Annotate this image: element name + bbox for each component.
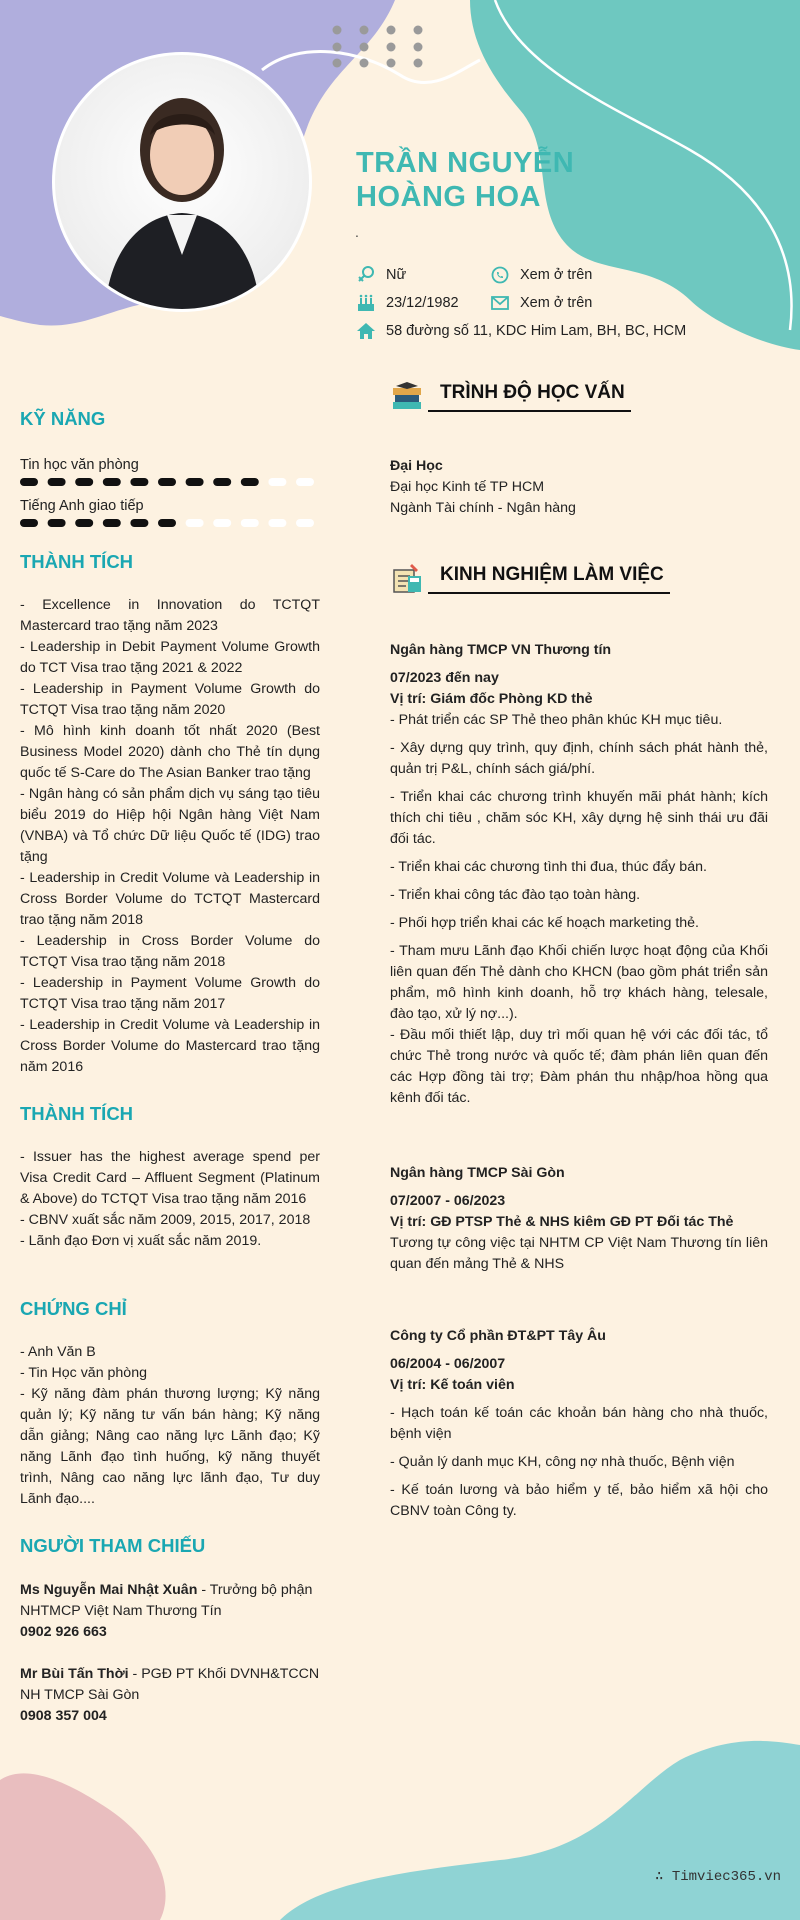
skill-bar-segment — [241, 478, 259, 486]
certificate-item: - Tin Học văn phòng — [20, 1365, 147, 1381]
watermark-text: Timviec365.vn — [671, 1869, 782, 1885]
achievements-heading: THÀNH TÍCH — [20, 551, 134, 572]
name-line-2: HOÀNG HOA — [356, 181, 541, 213]
achievement-item: - Lãnh đạo Đơn vị xuất sắc năm 2019. — [20, 1233, 262, 1249]
education-heading: TRÌNH ĐỘ HỌC VẤN — [428, 382, 631, 412]
skill-bar-english — [20, 519, 320, 527]
job-duty: - Kế toán lương và bảo hiểm y tế, bảo hiểm xã hội cho CBNV toàn Công ty. — [390, 1482, 768, 1519]
phone-info — [490, 265, 592, 285]
experience-section-header — [390, 562, 670, 596]
job-period: 07/2023 đến nay — [390, 670, 499, 686]
achievement-item: - Leadership in Credit Volume và Leadership in Cross Border Volume do Mastercard trao tặng năm 2016 — [20, 1017, 320, 1075]
skill-bar-segment — [48, 478, 66, 486]
reference-title: - PGĐ PT Khối DVNH&TCCN — [128, 1666, 320, 1682]
job-position: Vị trí: Kế toán viên — [390, 1377, 515, 1393]
reference-org: NH TMCP Sài Gòn — [20, 1687, 140, 1703]
job-duty: - Triển khai công tác đào tạo toàn hàng. — [390, 887, 641, 903]
skill-bar-segment — [158, 519, 176, 527]
email-value: Xem ở trên — [520, 295, 593, 311]
gender-value: Nữ — [386, 267, 407, 283]
gender-icon — [356, 265, 376, 285]
job-2 — [390, 1163, 768, 1275]
skill-bar-segment — [241, 519, 259, 527]
reference-name: Mr Bùi Tấn Thời — [20, 1666, 129, 1682]
skill-bar-segment — [213, 478, 231, 486]
skill-bar-segment — [213, 519, 231, 527]
person-silhouette-icon — [55, 55, 309, 309]
birthday-value: 23/12/1982 — [386, 295, 459, 311]
skill-bar-segment — [158, 478, 176, 486]
education-major: Ngành Tài chính - Ngân hàng — [390, 500, 576, 516]
job-duty: - Tham mưu Lãnh đạo Khối chiến lược hoạt động của Khối liên quan đến Thẻ dành cho KHCN (bao gồm phát triển sản phẩm, mô hình kinh doanh, hỗ trợ khách hàng, telesale, đào tạo, xử lý nợ...). — [390, 943, 768, 1022]
achievement-item: - CBNV xuất sắc năm 2009, 2015, 2017, 2018 — [20, 1212, 311, 1228]
experience-heading: KINH NGHIỆM LÀM VIỆC — [428, 564, 670, 594]
skill-bar-segment — [20, 478, 38, 486]
skill-label-office: Tin học văn phòng — [20, 457, 139, 473]
certificates-list — [20, 1342, 320, 1510]
achievement-item: - Mô hình kinh doanh tốt nhất 2020 (Best Business Model 2020) dành cho Thẻ tín dụng quốc tế S-Care do The Asian Banker trao tặng — [20, 723, 320, 781]
job-duty: - Quản lý danh mục KH, công nợ nhà thuốc, Bệnh viện — [390, 1454, 735, 1470]
teal-blob-bottom — [280, 1741, 800, 1920]
job-company: Công ty Cổ phần ĐT&PT Tây Âu — [390, 1328, 606, 1344]
reference-org: NHTMCP Việt Nam Thương Tín — [20, 1603, 222, 1619]
home-icon — [356, 321, 376, 341]
certificate-item: - Anh Văn B — [20, 1344, 96, 1360]
skill-label-english: Tiếng Anh giao tiếp — [20, 498, 144, 514]
education-details — [390, 456, 768, 519]
achievement-item: - Leadership in Payment Volume Growth do TCTQT Visa trao tặng năm 2020 — [20, 681, 320, 718]
email-icon — [490, 293, 510, 313]
skill-bar-segment — [186, 519, 204, 527]
skill-bar-segment — [103, 478, 121, 486]
pink-blob-bottom-left — [0, 1773, 166, 1920]
skill-bar-segment — [268, 478, 286, 486]
candidate-name — [356, 146, 676, 214]
achievement-item: - Leadership in Debit Payment Volume Growth do TCT Visa trao tặng 2021 & 2022 — [20, 639, 320, 676]
job-3 — [390, 1326, 768, 1522]
achievements2-heading: THÀNH TÍCH — [20, 1103, 134, 1124]
skill-bar-segment — [103, 519, 121, 527]
skills-heading: KỸ NĂNG — [20, 408, 106, 429]
skill-bar-segment — [75, 519, 93, 527]
achievement-item: - Leadership in Credit Volume và Leadership in Cross Border Volume do TCTQT Mastercard trao tặng năm 2018 — [20, 870, 320, 928]
address-value: 58 đường số 11, KDC Him Lam, BH, BC, HCM — [386, 323, 687, 339]
achievements2-list — [20, 1147, 320, 1252]
skill-bar-segment — [268, 519, 286, 527]
job-position: Vị trí: Giám đốc Phòng KD thẻ — [390, 691, 593, 707]
references-heading: NGƯỜI THAM CHIẾU — [20, 1535, 206, 1556]
job-period: 07/2007 - 06/2023 — [390, 1193, 506, 1209]
job-duty: - Hạch toán kế toán các khoản bán hàng cho nhà thuốc, bệnh viện — [390, 1405, 768, 1442]
job-duty: Tương tự công việc tại NHTM CP Việt Nam Thương tín liên quan đến mảng Thẻ & NHS — [390, 1235, 768, 1272]
skill-bar-office — [20, 478, 320, 486]
job-duty: - Phối hợp triển khai các kế hoạch marketing thẻ. — [390, 915, 699, 931]
reference-name: Ms Nguyễn Mai Nhật Xuân — [20, 1582, 198, 1598]
achievement-item: - Leadership in Cross Border Volume do TCTQT Visa trao tặng năm 2018 — [20, 933, 320, 970]
job-1 — [390, 640, 768, 1109]
skill-bar-segment — [130, 478, 148, 486]
reference-2 — [20, 1664, 320, 1727]
gender-info — [356, 265, 406, 285]
job-duty: - Đầu mối thiết lập, duy trì mối quan hệ với các đối tác, tổ chức Thẻ trong nước và quốc tế; đàm phán liên quan đến các Hợp đồng tài trợ; Đàm phán thu nhập/hoa hồng qua kênh đối tác. — [390, 1027, 768, 1106]
phone-icon — [490, 265, 510, 285]
watermark-icon: ∴ — [655, 1869, 672, 1885]
skill-bar-segment — [130, 519, 148, 527]
skill-bar-segment — [75, 478, 93, 486]
job-duty: - Triển khai các chương trình khuyến mãi phát hành; kích thích chi tiêu , chăm sóc KH, xây dựng hệ sinh thái ưu đãi đối tác. — [390, 789, 768, 847]
job-duty: - Triển khai các chương tình thi đua, thúc đẩy bán. — [390, 859, 707, 875]
achievements-list — [20, 595, 320, 1078]
achievement-item: - Issuer has the highest average spend per Visa Credit Card – Affluent Segment (Platinum & Above) do TCTQT Visa trao tặng năm 2016 — [20, 1149, 320, 1207]
birthday-info — [356, 293, 459, 313]
phone-value: Xem ở trên — [520, 267, 593, 283]
education-level: Đại Học — [390, 458, 443, 474]
address-info — [356, 321, 686, 341]
reference-phone: 0908 357 004 — [20, 1708, 107, 1724]
email-info — [490, 293, 592, 313]
achievement-item: - Ngân hàng có sản phẩm dịch vụ sáng tạo tiêu biểu 2019 do Hiệp hội Ngân hàng Việt Nam (VNBA) và Tổ chức Dữ liệu Quốc tế (IDG) trao tặng — [20, 786, 320, 865]
job-period: 06/2004 - 06/2007 — [390, 1356, 506, 1372]
birthday-cake-icon — [356, 293, 376, 313]
subtitle: . — [355, 224, 359, 240]
profile-photo — [52, 52, 312, 312]
work-tools-icon — [390, 562, 424, 596]
books-icon — [390, 380, 424, 414]
skill-bar-segment — [296, 519, 314, 527]
skill-bar-segment — [20, 519, 38, 527]
reference-phone: 0902 926 663 — [20, 1624, 107, 1640]
skill-bar-segment — [186, 478, 204, 486]
skill-bar-segment — [48, 519, 66, 527]
certificate-item: - Kỹ năng đàm phán thương lượng; Kỹ năng quản lý; Kỹ năng tư vấn bán hàng; Kỹ năng dẫn giảng; Nâng cao năng lực Lãnh đạo; Kỹ năng Lãnh đạo tình huống, kỹ năng thuyết trình, Nâng cao năng lực lãnh đạo, Tư duy Lãnh đạo.... — [20, 1386, 320, 1507]
education-school: Đại học Kinh tế TP HCM — [390, 479, 545, 495]
job-position: Vị trí: GĐ PTSP Thẻ & NHS kiêm GĐ PT Đối tác Thẻ — [390, 1214, 734, 1230]
reference-title: - Trưởng bộ phận — [197, 1582, 313, 1598]
achievement-item: - Leadership in Payment Volume Growth do TCTQT Visa trao tặng năm 2017 — [20, 975, 320, 1012]
watermark — [655, 1868, 781, 1885]
job-company: Ngân hàng TMCP VN Thương tín — [390, 642, 612, 658]
name-line-1: TRẦN NGUYỄN — [356, 147, 575, 179]
skill-bar-segment — [296, 478, 314, 486]
job-duty: - Xây dựng quy trình, quy định, chính sách phát hành thẻ, quản trị P&L, chính sách giá/phí. — [390, 740, 768, 777]
reference-1 — [20, 1580, 320, 1643]
achievement-item: - Excellence in Innovation do TCTQT Mastercard trao tặng năm 2023 — [20, 597, 320, 634]
certificates-heading: CHỨNG CHỈ — [20, 1298, 127, 1319]
job-company: Ngân hàng TMCP Sài Gòn — [390, 1165, 565, 1181]
education-section-header — [390, 380, 631, 414]
job-duty: - Phát triển các SP Thẻ theo phân khúc KH mục tiêu. — [390, 712, 723, 728]
